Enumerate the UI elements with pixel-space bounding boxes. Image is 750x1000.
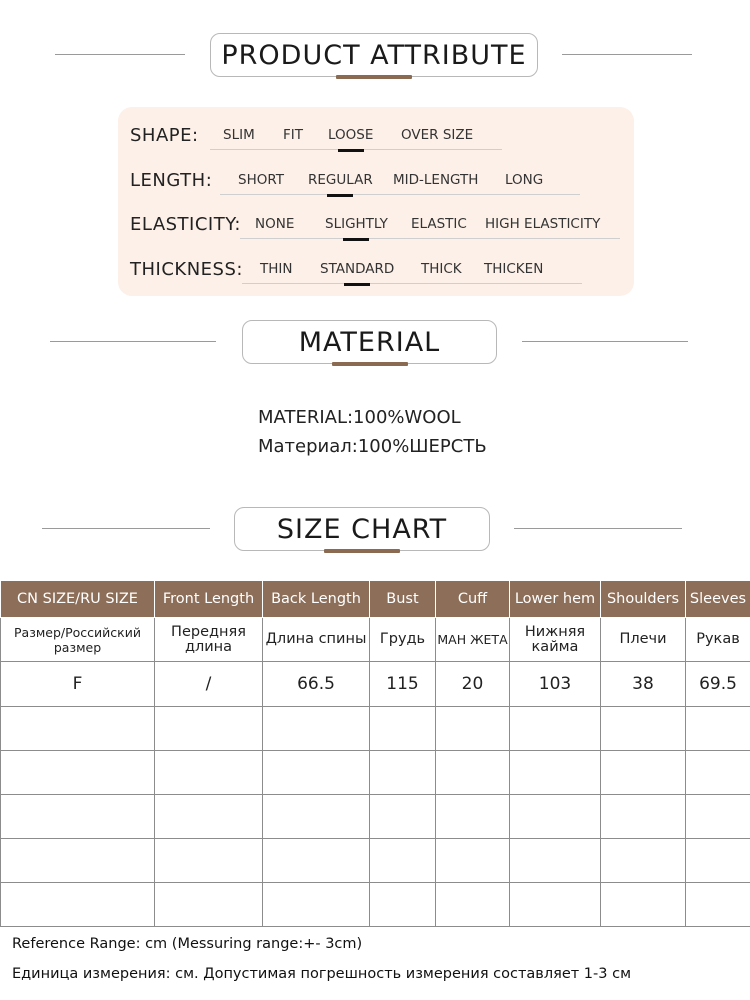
table-row-empty <box>1 883 750 927</box>
header-cell-lower-hem: Lower hem <box>510 581 601 618</box>
header-cell-shoulders: Shoulders <box>601 581 686 618</box>
divider-right <box>522 341 688 342</box>
ru-header-cell: Грудь <box>370 618 436 662</box>
attr-row-elasticity <box>130 202 630 242</box>
ru-header-cell: Рукав <box>686 618 750 662</box>
attr-underline <box>242 283 582 284</box>
header-cell-front-length: Front Length <box>155 581 263 618</box>
attr-option-fit: FIT <box>283 127 303 143</box>
table-row <box>1 662 750 707</box>
divider-left <box>42 528 210 529</box>
attr-row-shape <box>130 113 630 153</box>
attr-underline <box>240 238 620 239</box>
table-row-empty <box>1 751 750 795</box>
product-attribute-header <box>0 33 750 79</box>
divider-left <box>50 341 216 342</box>
attr-label: ELASTICITY: <box>130 214 241 235</box>
ru-header-cell: Нижняя кайма <box>510 618 601 662</box>
header-cell-cuff: Cuff <box>436 581 510 618</box>
attr-label: LENGTH: <box>130 170 213 191</box>
table-row-empty <box>1 795 750 839</box>
reference-range-ru: Единица измерения: см. Допустимая погрешность измерения составляет 1-3 см <box>12 966 632 982</box>
section-title-pill <box>242 320 497 364</box>
attr-row-thickness <box>130 247 630 287</box>
title-accent <box>324 549 400 553</box>
title-accent <box>336 75 412 79</box>
section-title: MATERIAL <box>298 326 441 358</box>
table-row-empty <box>1 707 750 751</box>
ru-header-cell: Размер/Российский размер <box>1 618 155 662</box>
ru-header-cell: МАН ЖЕТА <box>436 618 510 662</box>
table-row-empty <box>1 839 750 883</box>
size-chart-header <box>0 507 750 553</box>
attr-row-length <box>130 158 630 198</box>
reference-range-en: Reference Range: cm (Messuring range:+- 3cm) <box>12 936 363 952</box>
title-accent <box>332 362 408 366</box>
material-ru: Материал:100%ШЕРСТЬ <box>258 436 487 457</box>
divider-left <box>55 54 185 55</box>
attr-underline <box>220 194 580 195</box>
table-cell-front-length: / <box>155 662 263 707</box>
section-title-pill <box>234 507 490 551</box>
attr-option-over-size: OVER SIZE <box>401 127 474 143</box>
table-cell-cuff: 20 <box>436 662 510 707</box>
ru-header-cell: Плечи <box>601 618 686 662</box>
material-header <box>0 320 750 366</box>
attr-option-elastic: ELASTIC <box>411 216 467 232</box>
attr-option-short: SHORT <box>238 172 284 188</box>
header-cell-back-length: Back Length <box>263 581 370 618</box>
table-cell-shoulders: 38 <box>601 662 686 707</box>
table-cell-sleeves: 69.5 <box>686 662 750 707</box>
table-cell-bust: 115 <box>370 662 436 707</box>
attr-option-thicken: THICKEN <box>484 261 544 277</box>
attr-option-standard: STANDARD <box>320 261 395 277</box>
attr-option-high-elasticity: HIGH ELASTICITY <box>485 216 601 232</box>
attr-option-slim: SLIM <box>223 127 255 143</box>
material-en: MATERIAL:100%WOOL <box>258 407 461 428</box>
attr-option-loose: LOOSE <box>328 127 374 143</box>
divider-right <box>562 54 692 55</box>
divider-right <box>514 528 682 529</box>
attr-option-slightly: SLIGHTLY <box>325 216 388 232</box>
attr-option-thin: THIN <box>260 261 293 277</box>
size-chart-table <box>0 580 750 927</box>
attr-option-mid-length: MID-LENGTH <box>393 172 479 188</box>
section-title-pill <box>210 33 538 77</box>
attr-option-regular: REGULAR <box>308 172 373 188</box>
attr-label: SHAPE: <box>130 125 199 146</box>
attr-label: THICKNESS: <box>130 259 243 280</box>
header-cell-cn-size: CN SIZE/RU SIZE <box>1 581 155 618</box>
product-attribute-panel <box>118 107 634 296</box>
table-cell-back-length: 66.5 <box>263 662 370 707</box>
table-cell-size: F <box>1 662 155 707</box>
attr-option-none: NONE <box>255 216 295 232</box>
table-header-row <box>1 581 750 618</box>
ru-header-cell: Длина спины <box>263 618 370 662</box>
ru-header-cell: Передняя длина <box>155 618 263 662</box>
table-ru-header-row <box>1 618 750 662</box>
table-cell-lower-hem: 103 <box>510 662 601 707</box>
header-cell-sleeves: Sleeves <box>686 581 750 618</box>
header-cell-bust: Bust <box>370 581 436 618</box>
section-title: SIZE CHART <box>276 513 448 545</box>
section-title: PRODUCT ATTRIBUTE <box>221 39 527 71</box>
attr-option-long: LONG <box>505 172 544 188</box>
attr-option-thick: THICK <box>421 261 462 277</box>
